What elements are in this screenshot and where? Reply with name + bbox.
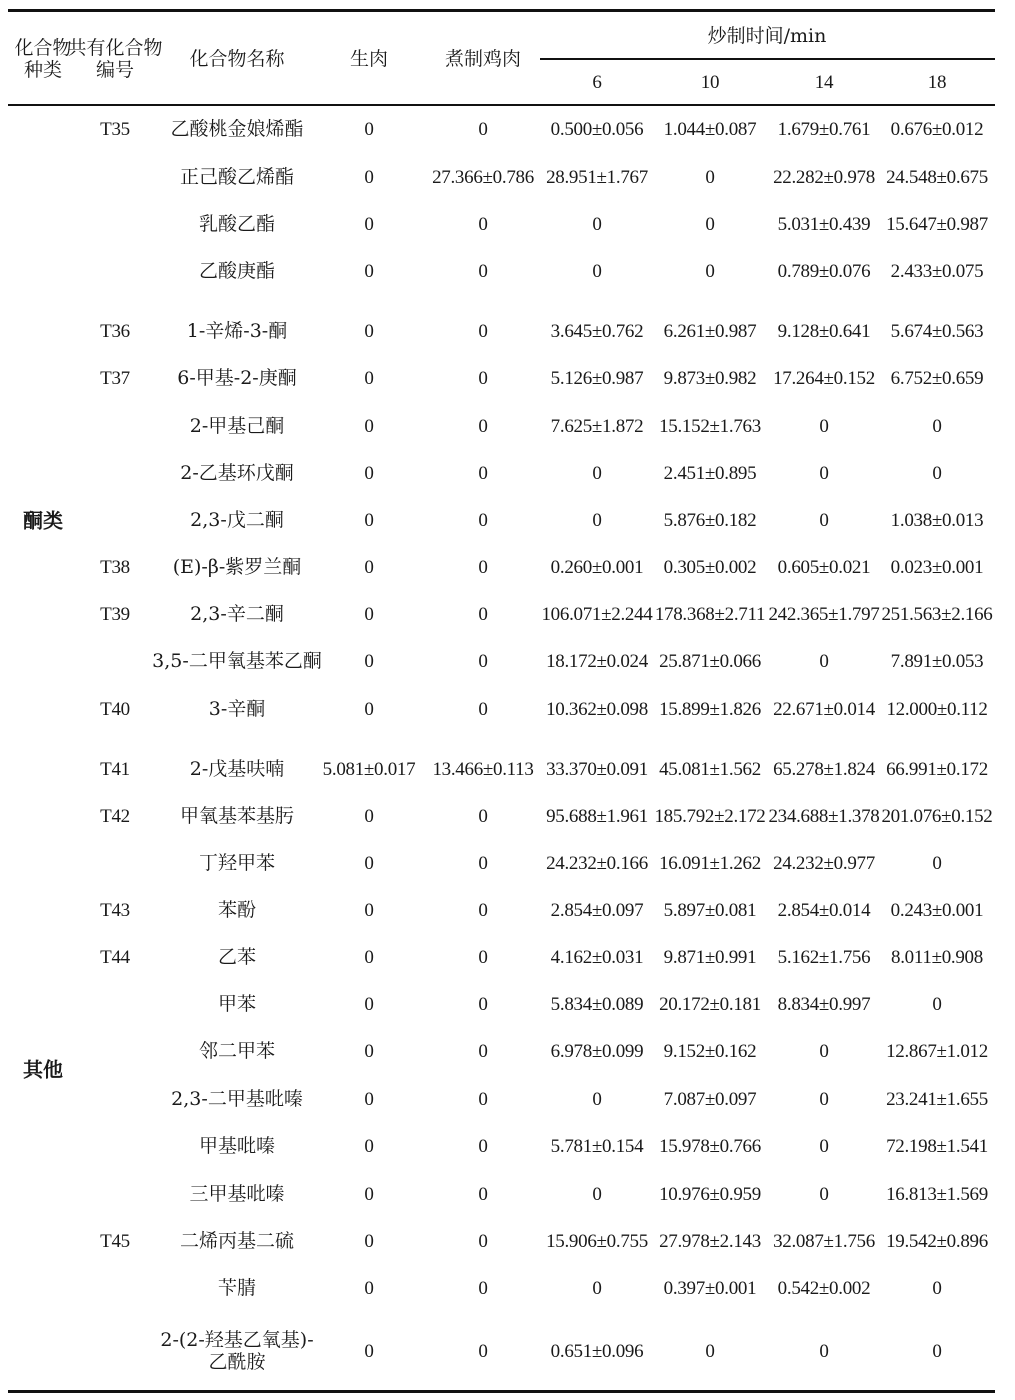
value-stir-14: 0 bbox=[819, 416, 829, 438]
value-raw: 0 bbox=[364, 604, 374, 626]
value-raw: 0 bbox=[364, 1341, 374, 1363]
value-stir-6: 4.162±0.031 bbox=[550, 947, 644, 969]
value-cooked: 0 bbox=[478, 416, 488, 438]
compound-name: 2,3-辛二酮 bbox=[190, 603, 284, 626]
value-stir-14: 0 bbox=[819, 1136, 829, 1158]
compound-name bbox=[160, 1330, 313, 1374]
value-raw: 0 bbox=[364, 557, 374, 579]
value-stir-14: 0 bbox=[819, 1089, 829, 1111]
value-stir-6: 95.688±1.961 bbox=[546, 806, 648, 828]
value-stir-18: 6.752±0.659 bbox=[890, 368, 984, 390]
value-cooked: 0 bbox=[478, 261, 488, 283]
value-stir-14: 5.162±1.756 bbox=[777, 947, 871, 969]
value-cooked: 27.366±0.786 bbox=[432, 167, 534, 189]
value-stir-6: 0 bbox=[592, 214, 602, 236]
value-stir-14: 0.605±0.021 bbox=[777, 557, 871, 579]
value-stir-6: 5.126±0.987 bbox=[550, 368, 644, 390]
value-stir-18: 2.433±0.075 bbox=[890, 261, 984, 283]
compound-name-line: 2-(2-羟基乙氧基)- bbox=[160, 1329, 314, 1352]
compound-id: T43 bbox=[100, 900, 130, 922]
value-raw: 0 bbox=[364, 806, 374, 828]
value-raw: 0 bbox=[364, 1231, 374, 1253]
value-stir-14: 24.232±0.977 bbox=[773, 853, 875, 875]
value-stir-6: 0.260±0.001 bbox=[550, 557, 644, 579]
value-stir-14: 32.087±1.756 bbox=[773, 1231, 875, 1253]
value-stir-10: 9.152±0.162 bbox=[663, 1041, 757, 1063]
compound-name: 苯酚 bbox=[217, 899, 257, 922]
value-stir-18: 0.243±0.001 bbox=[890, 900, 984, 922]
value-raw: 0 bbox=[364, 167, 374, 189]
value-stir-6: 0 bbox=[592, 1184, 602, 1206]
value-stir-18: 0 bbox=[932, 463, 942, 485]
value-stir-6: 10.362±0.098 bbox=[546, 699, 648, 721]
value-stir-10: 7.087±0.097 bbox=[663, 1089, 757, 1111]
compound-name: 乳酸乙酯 bbox=[198, 213, 276, 236]
value-stir-10: 2.451±0.895 bbox=[663, 463, 757, 485]
value-stir-18: 16.813±1.569 bbox=[886, 1184, 988, 1206]
value-stir-10: 15.152±1.763 bbox=[659, 416, 761, 438]
compound-name: 苄腈 bbox=[217, 1277, 257, 1300]
category-label-others: 其他 bbox=[23, 1057, 63, 1082]
value-stir-6: 0 bbox=[592, 463, 602, 485]
value-cooked: 0 bbox=[478, 947, 488, 969]
header-time-18: 18 bbox=[927, 72, 947, 94]
compound-name: 邻二甲苯 bbox=[198, 1040, 276, 1063]
value-stir-6: 24.232±0.166 bbox=[546, 853, 648, 875]
value-stir-10: 27.978±2.143 bbox=[659, 1231, 761, 1253]
value-cooked: 0 bbox=[478, 463, 488, 485]
compound-id: T37 bbox=[100, 368, 130, 390]
value-stir-18: 201.076±0.152 bbox=[881, 806, 993, 828]
compound-name: 2,3-戊二酮 bbox=[190, 509, 284, 532]
value-cooked: 0 bbox=[478, 604, 488, 626]
value-stir-14: 22.282±0.978 bbox=[773, 167, 875, 189]
value-stir-18: 66.991±0.172 bbox=[886, 759, 988, 781]
value-stir-10: 20.172±0.181 bbox=[659, 994, 761, 1016]
value-stir-14: 22.671±0.014 bbox=[773, 699, 875, 721]
value-cooked: 0 bbox=[478, 1041, 488, 1063]
header-category-line1: 化合物 bbox=[14, 37, 72, 60]
value-stir-18: 7.891±0.053 bbox=[890, 651, 984, 673]
value-raw: 0 bbox=[364, 214, 374, 236]
value-cooked: 0 bbox=[478, 510, 488, 532]
value-raw: 0 bbox=[364, 1184, 374, 1206]
value-stir-6: 0 bbox=[592, 510, 602, 532]
value-raw: 0 bbox=[364, 1041, 374, 1063]
compound-id: T36 bbox=[100, 321, 130, 343]
value-stir-14: 0 bbox=[819, 1341, 829, 1363]
value-stir-14: 2.854±0.014 bbox=[777, 900, 871, 922]
value-stir-10: 0.305±0.002 bbox=[663, 557, 757, 579]
value-stir-10: 0.397±0.001 bbox=[663, 1278, 757, 1300]
compound-name: 三甲基吡嗪 bbox=[189, 1183, 285, 1206]
compound-name: 1-辛烯-3-酮 bbox=[186, 320, 288, 343]
compound-id: T40 bbox=[100, 699, 130, 721]
value-cooked: 0 bbox=[478, 853, 488, 875]
value-raw: 0 bbox=[364, 321, 374, 343]
header-category-line2: 种类 bbox=[23, 59, 63, 81]
compound-name: 乙酸桃金娘烯酯 bbox=[170, 118, 304, 141]
value-stir-6: 15.906±0.755 bbox=[546, 1231, 648, 1253]
header-rule bbox=[8, 104, 995, 106]
value-raw: 5.081±0.017 bbox=[322, 759, 416, 781]
value-stir-10: 0 bbox=[705, 167, 715, 189]
value-stir-18: 0 bbox=[932, 994, 942, 1016]
value-stir-14: 0.542±0.002 bbox=[777, 1278, 871, 1300]
value-stir-14: 1.679±0.761 bbox=[777, 119, 871, 141]
value-stir-10: 185.792±2.172 bbox=[654, 806, 766, 828]
value-stir-10: 0 bbox=[705, 261, 715, 283]
value-stir-6: 0 bbox=[592, 1089, 602, 1111]
value-stir-18: 0 bbox=[932, 853, 942, 875]
value-stir-18: 15.647±0.987 bbox=[886, 214, 988, 236]
value-cooked: 0 bbox=[478, 214, 488, 236]
compound-name: 正己酸乙烯酯 bbox=[179, 166, 295, 189]
compound-name: 乙苯 bbox=[217, 946, 257, 969]
compound-name: 丁羟甲苯 bbox=[198, 852, 276, 875]
value-stir-10: 9.873±0.982 bbox=[663, 368, 757, 390]
value-stir-10: 25.871±0.066 bbox=[659, 651, 761, 673]
value-stir-10: 15.978±0.766 bbox=[659, 1136, 761, 1158]
value-cooked: 13.466±0.113 bbox=[432, 759, 534, 781]
header-stir-group: 炒制时间/min bbox=[707, 25, 827, 48]
stir-time-subrule bbox=[540, 58, 995, 60]
value-cooked: 0 bbox=[478, 1341, 488, 1363]
value-stir-10: 178.368±2.711 bbox=[654, 604, 766, 626]
header-id-line1: 共有化合物 bbox=[67, 37, 163, 60]
compound-name: (E)-β-紫罗兰酮 bbox=[172, 556, 302, 579]
value-raw: 0 bbox=[364, 947, 374, 969]
value-raw: 0 bbox=[364, 1278, 374, 1300]
compound-id: T35 bbox=[100, 119, 130, 141]
value-cooked: 0 bbox=[478, 699, 488, 721]
value-stir-14: 0 bbox=[819, 1041, 829, 1063]
header-time-14: 14 bbox=[814, 72, 834, 94]
value-cooked: 0 bbox=[478, 1184, 488, 1206]
value-stir-18: 0.023±0.001 bbox=[890, 557, 984, 579]
value-stir-6: 106.071±2.244 bbox=[541, 604, 653, 626]
compound-name: 2-甲基己酮 bbox=[189, 415, 285, 438]
value-stir-10: 45.081±1.562 bbox=[659, 759, 761, 781]
value-stir-6: 28.951±1.767 bbox=[546, 167, 648, 189]
value-cooked: 0 bbox=[478, 1231, 488, 1253]
header-raw: 生肉 bbox=[349, 48, 389, 71]
value-stir-10: 5.876±0.182 bbox=[663, 510, 757, 532]
compound-name: 甲氧基苯基肟 bbox=[179, 805, 295, 828]
value-stir-10: 5.897±0.081 bbox=[663, 900, 757, 922]
compound-name-line: 乙酰胺 bbox=[208, 1351, 266, 1373]
header-time-6: 6 bbox=[592, 72, 602, 94]
value-stir-14: 9.128±0.641 bbox=[777, 321, 871, 343]
category-label-ketones: 酮类 bbox=[23, 508, 63, 533]
compound-name: 3-辛酮 bbox=[208, 698, 266, 721]
value-stir-14: 242.365±1.797 bbox=[768, 604, 880, 626]
value-stir-14: 8.834±0.997 bbox=[777, 994, 871, 1016]
value-stir-6: 7.625±1.872 bbox=[550, 416, 644, 438]
value-stir-14: 65.278±1.824 bbox=[773, 759, 875, 781]
value-stir-18: 0 bbox=[932, 416, 942, 438]
value-stir-6: 18.172±0.024 bbox=[546, 651, 648, 673]
compound-id: T42 bbox=[100, 806, 130, 828]
compound-id: T44 bbox=[100, 947, 130, 969]
value-stir-18: 72.198±1.541 bbox=[886, 1136, 988, 1158]
value-stir-10: 15.899±1.826 bbox=[659, 699, 761, 721]
value-stir-10: 6.261±0.987 bbox=[663, 321, 757, 343]
value-raw: 0 bbox=[364, 463, 374, 485]
value-stir-6: 33.370±0.091 bbox=[546, 759, 648, 781]
value-stir-6: 0 bbox=[592, 1278, 602, 1300]
value-raw: 0 bbox=[364, 368, 374, 390]
compound-name: 2-乙基环戊酮 bbox=[180, 462, 294, 485]
value-cooked: 0 bbox=[478, 994, 488, 1016]
value-cooked: 0 bbox=[478, 1089, 488, 1111]
value-cooked: 0 bbox=[478, 119, 488, 141]
value-raw: 0 bbox=[364, 1136, 374, 1158]
value-raw: 0 bbox=[364, 900, 374, 922]
value-cooked: 0 bbox=[478, 651, 488, 673]
value-raw: 0 bbox=[364, 261, 374, 283]
value-stir-18: 24.548±0.675 bbox=[886, 167, 988, 189]
compound-name: 二烯丙基二硫 bbox=[179, 1230, 295, 1253]
value-stir-18: 0 bbox=[932, 1278, 942, 1300]
value-cooked: 0 bbox=[478, 557, 488, 579]
value-cooked: 0 bbox=[478, 900, 488, 922]
value-stir-10: 9.871±0.991 bbox=[663, 947, 757, 969]
value-stir-6: 0 bbox=[592, 261, 602, 283]
value-stir-6: 0.500±0.056 bbox=[550, 119, 644, 141]
value-stir-14: 0.789±0.076 bbox=[777, 261, 871, 283]
value-stir-6: 5.781±0.154 bbox=[550, 1136, 644, 1158]
value-cooked: 0 bbox=[478, 321, 488, 343]
value-cooked: 0 bbox=[478, 1278, 488, 1300]
value-cooked: 0 bbox=[478, 806, 488, 828]
compound-id: T41 bbox=[100, 759, 130, 781]
value-raw: 0 bbox=[364, 651, 374, 673]
compound-name: 3,5-二甲氧基苯乙酮 bbox=[152, 650, 322, 673]
compound-name: 2-戊基呋喃 bbox=[189, 758, 285, 781]
value-stir-14: 0 bbox=[819, 510, 829, 532]
value-raw: 0 bbox=[364, 853, 374, 875]
value-stir-18: 0 bbox=[932, 1341, 942, 1363]
value-stir-14: 0 bbox=[819, 651, 829, 673]
value-stir-6: 2.854±0.097 bbox=[550, 900, 644, 922]
value-stir-18: 1.038±0.013 bbox=[890, 510, 984, 532]
value-stir-10: 16.091±1.262 bbox=[659, 853, 761, 875]
value-stir-18: 0.676±0.012 bbox=[890, 119, 984, 141]
compound-name: 甲基吡嗪 bbox=[198, 1135, 276, 1158]
value-stir-14: 0 bbox=[819, 1184, 829, 1206]
header-id-line2: 编号 bbox=[95, 59, 135, 81]
value-stir-6: 0.651±0.096 bbox=[550, 1341, 644, 1363]
header-id bbox=[67, 38, 162, 82]
value-stir-14: 17.264±0.152 bbox=[773, 368, 875, 390]
value-raw: 0 bbox=[364, 1089, 374, 1111]
value-stir-10: 0 bbox=[705, 1341, 715, 1363]
value-stir-14: 5.031±0.439 bbox=[777, 214, 871, 236]
value-stir-14: 234.688±1.378 bbox=[768, 806, 880, 828]
value-raw: 0 bbox=[364, 994, 374, 1016]
value-raw: 0 bbox=[364, 699, 374, 721]
value-raw: 0 bbox=[364, 510, 374, 532]
header-name: 化合物名称 bbox=[189, 48, 285, 71]
compound-name: 2,3-二甲基吡嗪 bbox=[171, 1088, 303, 1111]
compound-id: T45 bbox=[100, 1231, 130, 1253]
value-stir-6: 3.645±0.762 bbox=[550, 321, 644, 343]
value-cooked: 0 bbox=[478, 1136, 488, 1158]
value-stir-18: 23.241±1.655 bbox=[886, 1089, 988, 1111]
compound-name: 甲苯 bbox=[217, 993, 257, 1016]
value-stir-6: 6.978±0.099 bbox=[550, 1041, 644, 1063]
value-raw: 0 bbox=[364, 119, 374, 141]
compound-name: 乙酸庚酯 bbox=[198, 260, 276, 283]
bottom-rule bbox=[8, 1390, 995, 1393]
value-stir-14: 0 bbox=[819, 463, 829, 485]
value-stir-10: 1.044±0.087 bbox=[663, 119, 757, 141]
value-stir-18: 8.011±0.908 bbox=[891, 947, 983, 969]
top-rule bbox=[8, 9, 995, 12]
value-cooked: 0 bbox=[478, 368, 488, 390]
value-stir-10: 0 bbox=[705, 214, 715, 236]
value-raw: 0 bbox=[364, 416, 374, 438]
value-stir-18: 5.674±0.563 bbox=[890, 321, 984, 343]
header-cooked: 煮制鸡肉 bbox=[444, 48, 522, 71]
value-stir-6: 5.834±0.089 bbox=[550, 994, 644, 1016]
value-stir-18: 12.867±1.012 bbox=[886, 1041, 988, 1063]
header-category bbox=[14, 38, 71, 82]
value-stir-18: 12.000±0.112 bbox=[886, 699, 988, 721]
value-stir-18: 19.542±0.896 bbox=[886, 1231, 988, 1253]
value-stir-18: 251.563±2.166 bbox=[881, 604, 993, 626]
value-stir-10: 10.976±0.959 bbox=[659, 1184, 761, 1206]
compound-id: T38 bbox=[100, 557, 130, 579]
header-time-10: 10 bbox=[700, 72, 720, 94]
compound-name: 6-甲基-2-庚酮 bbox=[177, 367, 297, 390]
compound-id: T39 bbox=[100, 604, 130, 626]
